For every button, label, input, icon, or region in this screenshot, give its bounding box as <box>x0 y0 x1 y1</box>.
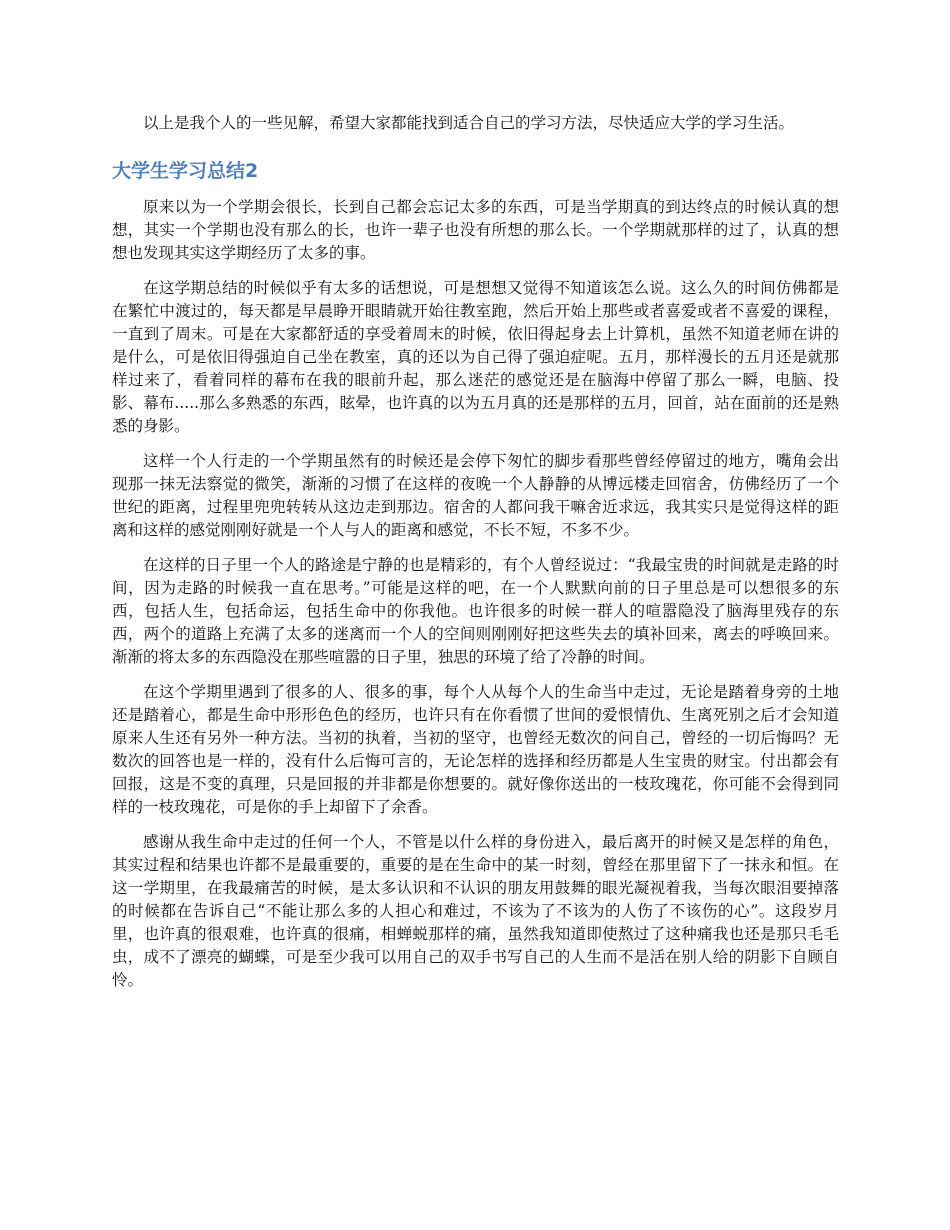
body-paragraph-2: 在这学期总结的时候似乎有太多的话想说，可是想想又觉得不知道该怎么说。这么久的时间仿佛都是在繁忙中渡过的，每天都是早晨睁开眼睛就开始往教室跑，然后开始上那些或者喜爱或者不喜爱的课程，一直到了周末。可是在大家都舒适的享受着周末的时候，依旧得起身去上计算机，虽然不知道老师在讲的是什么，可是依旧得强迫自己坐在教室，真的还以为自己得了强迫症呢。五月，那样漫长的五月还是就那样过来了，看着同样的幕布在我的眼前升起，那么迷茫的感觉还是在脑海中停留了那么一瞬，电脑、投影、幕布.....那么多熟悉的东西，眩晕，也许真的以为五月真的还是那样的五月，回首，站在面前的还是熟悉的身影。 <box>112 279 839 435</box>
section-heading: 大学生学习总结2 <box>112 160 259 182</box>
body-paragraph-1: 原来以为一个学期会很长，长到自己都会忘记太多的东西，可是当学期真的到达终点的时候认真的想想，其实一个学期也没有那么的长，也许一辈子也没有所想的那么长。一个学期就那样的过了，认真的想想也发现其实这学期经历了太多的事。 <box>112 198 839 262</box>
body-paragraph-4: 在这样的日子里一个人的路途是宁静的也是精彩的，有个人曾经说过：“我最宝贵的时间就是走路的时间，因为走路的时候我一直在思考。”可能是这样的吧，在一个人默默向前的日子里总是可以想很多的东西，包括人生，包括命运，包括生命中的你我他。也许很多的时候一群人的喧嚣隐没了脑海里残存的东西，两个的道路上充满了太多的迷离而一个人的空间则刚刚好把这些失去的填补回来，离去的呼唤回来。渐渐的将太多的东西隐没在那些喧嚣的日子里，独思的环境了给了冷静的时间。 <box>112 556 839 666</box>
body-paragraph-5: 在这个学期里遇到了很多的人、很多的事，每个人从每个人的生命当中走过，无论是踏着身旁的土地还是踏着心，都是生命中形形色色的经历，也许只有在你看惯了世间的爱恨情仇、生离死别之后才会知道原来人生还有另外一种方法。当初的执着，当初的坚守，也曾经无数次的问自己，曾经的一切后悔吗？无数次的回答也是一样的，没有什么后悔可言的，无论怎样的选择和经历都是人生宝贵的财宝。付出都会有回报，这是不变的真理，只是回报的并非都是你想要的。就好像你送出的一枝玫瑰花，你可能不会得到同样的一枝玫瑰花，可是你的手上却留下了余香。 <box>112 683 839 816</box>
document-page <box>112 112 839 992</box>
body-paragraph-6: 感谢从我生命中走过的任何一个人，不管是以什么样的身份进入，最后离开的时候又是怎样的角色，其实过程和结果也许都不是最重要的，重要的是在生命中的某一时刻，曾经在那里留下了一抹永和恒。在这一学期里，在我最痛苦的时候，是太多认识和不认识的朋友用鼓舞的眼光凝视着我，当每次眼泪要掉落的时候都在告诉自己“不能让那么多的人担心和难过，不该为了不该为的人伤了不该伤的心”。这段岁月里，也许真的很艰难，也许真的很痛，相蝉蜕那样的痛，虽然我知道即使熬过了这种痛我也还是那只毛毛虫，成不了漂亮的蝴蝶，可是至少我可以用自己的双手书写自己的人生而不是活在别人给的阴影下自顾自怜。 <box>112 833 839 989</box>
intro-paragraph: 以上是我个人的一些见解，希望大家都能找到适合自己的学习方法，尽快适应大学的学习生活。 <box>143 114 795 132</box>
body-paragraph-3: 这样一个人行走的一个学期虽然有的时候还是会停下匆忙的脚步看那些曾经停留过的地方，嘴角会出现那一抹无法察觉的微笑，渐渐的习惯了在这样的夜晚一个人静静的从博远楼走回宿舍，仿佛经历了一个世纪的距离，过程里兜兜转转从这边走到那边。宿舍的人都问我干嘛舍近求远，我其实只是觉得这样的距离和这样的感觉刚刚好就是一个人与人的距离和感觉，不长不短，不多不少。 <box>112 452 839 539</box>
